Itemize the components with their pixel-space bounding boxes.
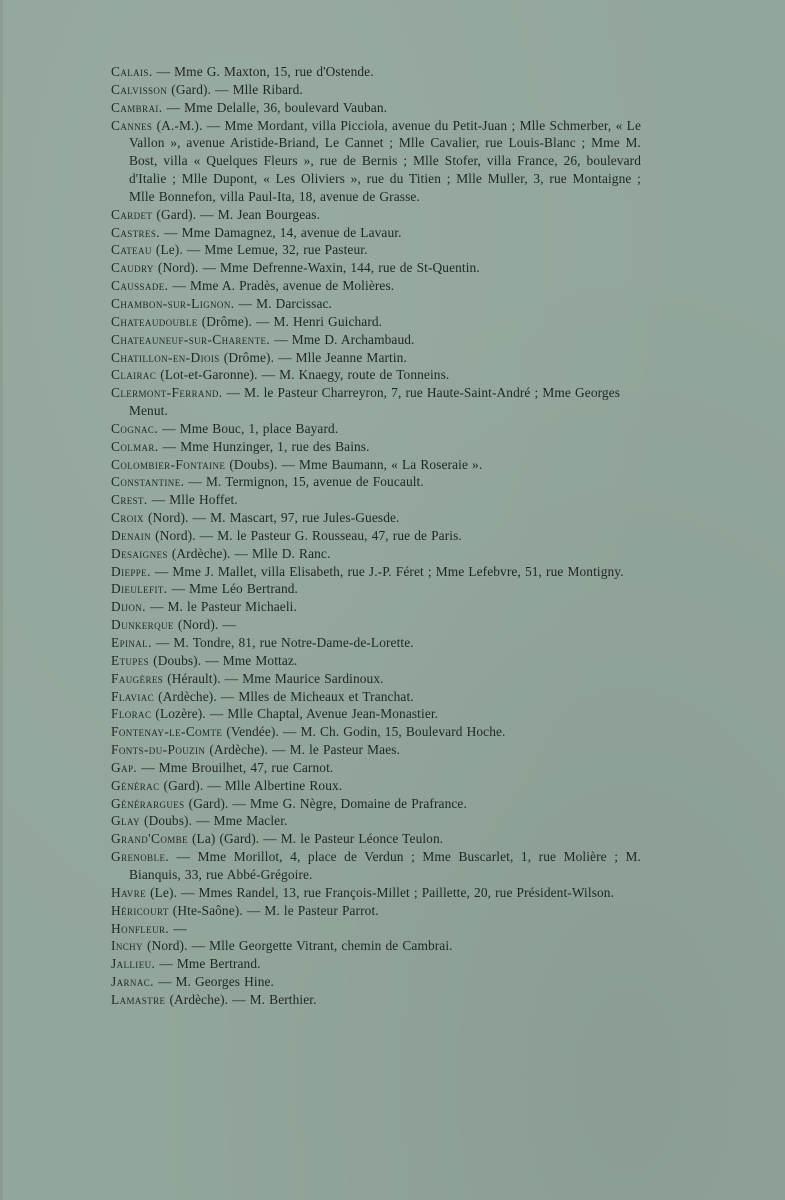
place-name: Grenoble.	[111, 849, 170, 865]
entry-details: — M. Termignon, 15, avenue de Foucault.	[188, 474, 424, 490]
entry-details: (Nord). —	[177, 617, 236, 633]
place-name: Florac	[111, 706, 152, 722]
entry-details: (Gard). — Mlle Ribard.	[171, 81, 303, 97]
list-item	[111, 937, 641, 955]
list-item	[111, 777, 641, 795]
place-name: Dieppe.	[111, 563, 151, 579]
entry-details: — Mlle Hoffet.	[151, 492, 238, 508]
list-item	[111, 366, 641, 384]
entry-details: — M. le Pasteur Michaeli.	[149, 599, 297, 615]
list-item	[111, 705, 641, 723]
list-item	[111, 741, 641, 759]
entry-details: (Nord). — Mme Defrenne-Waxin, 144, rue de St-Quentin.	[157, 260, 480, 276]
list-item	[111, 848, 641, 884]
place-name: Chatillon-en-Diois	[111, 349, 220, 365]
list-item	[111, 598, 641, 616]
place-name: Croix	[111, 510, 144, 526]
place-name: Cognac.	[111, 420, 159, 436]
place-name: Inchy	[111, 938, 143, 954]
place-name: Faugères	[111, 670, 164, 686]
place-name: Cateau	[111, 242, 152, 258]
place-name: Grand'Combe	[111, 831, 188, 847]
place-name: Chambon-sur-Lignon.	[111, 295, 235, 311]
entry-details: (Ardèche). — Mlles de Micheaux et Tranchat.	[158, 688, 414, 704]
entry-details: (Lozère). — Mlle Chaptal, Avenue Jean-Monastier.	[155, 706, 439, 722]
list-item	[111, 420, 641, 438]
list-item	[111, 81, 641, 99]
entry-details: (Le). — Mme Lemue, 32, rue Pasteur.	[155, 242, 368, 258]
place-name: Jallieu.	[111, 956, 156, 972]
place-name: Flaviac	[111, 688, 155, 704]
place-name: Dunkerque	[111, 617, 174, 633]
entry-details: — Mme Damagnez, 14, avenue de Lavaur.	[164, 224, 402, 240]
place-name: Honfleur.	[111, 920, 170, 936]
list-item	[111, 759, 641, 777]
list-item	[111, 331, 641, 349]
place-name: Cannes	[111, 117, 153, 133]
list-item	[111, 224, 641, 242]
list-item	[111, 634, 641, 652]
list-item	[111, 491, 641, 509]
place-name: Havre	[111, 884, 147, 900]
place-name: Calais.	[111, 64, 153, 79]
entry-details: — M. Tondre, 81, rue Notre-Dame-de-Lorette.	[155, 635, 414, 650]
list-item	[111, 795, 641, 813]
entry-details: — M. Darcissac.	[238, 295, 332, 311]
entry-details: (Lot-et-Garonne). — M. Knaegy, route de Tonneins.	[160, 367, 450, 383]
entry-details: (Nord). — M. le Pasteur G. Rousseau, 47, rue de Paris.	[155, 527, 462, 543]
address-list	[111, 63, 641, 1009]
list-item	[111, 830, 641, 848]
place-name: Constantine.	[111, 474, 185, 490]
entry-details: (Doubs). — Mme Mottaz.	[153, 652, 298, 668]
place-name: Chateaudouble	[111, 313, 198, 329]
place-name: Cardet	[111, 206, 153, 222]
list-item	[111, 456, 641, 474]
place-name: Fonts-du-Pouzin	[111, 742, 206, 758]
entry-details: (La) (Gard). — M. le Pasteur Léonce Teulon.	[191, 831, 444, 847]
list-item	[111, 563, 641, 581]
list-item	[111, 509, 641, 527]
list-item	[111, 973, 641, 991]
entry-details: (Ardèche). — Mlle D. Ranc.	[171, 545, 331, 561]
list-item	[111, 99, 641, 117]
place-name: Lamastre	[111, 991, 166, 1007]
entry-details: — Mme Brouilhet, 47, rue Carnot.	[141, 759, 334, 775]
list-item	[111, 527, 641, 545]
place-name: Dieulefit.	[111, 581, 168, 597]
entry-details: (Hte-Saône). — M. le Pasteur Parrot.	[172, 902, 379, 918]
list-item	[111, 117, 641, 206]
list-item	[111, 670, 641, 688]
place-name: Héricourt	[111, 902, 169, 918]
place-name: Epinal.	[111, 635, 152, 650]
entry-details: (Doubs). — Mme Macler.	[144, 813, 288, 829]
place-name: Caudry	[111, 260, 154, 276]
list-item	[111, 580, 641, 598]
entry-details: — Mme Morillot, 4, place de Verdun ; Mme Buscarlet, 1, rue Molière ; M. Bianquis, 33, rue Abbé-Grégoire.	[129, 849, 641, 882]
list-item	[111, 295, 641, 313]
entry-details: — Mme Léo Bertrand.	[171, 581, 298, 597]
list-item	[111, 920, 641, 938]
entry-details: (Drôme). — M. Henri Guichard.	[201, 313, 383, 329]
entry-details: (Gard). — Mlle Albertine Roux.	[163, 777, 343, 793]
list-item	[111, 688, 641, 706]
place-name: Cambrai.	[111, 99, 163, 115]
place-name: Etupes	[111, 652, 150, 668]
entry-details: — M. Georges Hine.	[157, 974, 274, 990]
place-name: Générargues	[111, 795, 185, 811]
place-name: Colmar.	[111, 438, 159, 454]
entry-details: (Le). — Mmes Randel, 13, rue François-Millet ; Paillette, 20, rue Président-Wilson.	[150, 884, 615, 900]
place-name: Dijon.	[111, 599, 146, 615]
list-item	[111, 545, 641, 563]
place-name: Castres.	[111, 224, 160, 240]
entry-details: (Drôme). — Mlle Jeanne Martin.	[223, 349, 407, 365]
entry-details: — M. le Pasteur Charreyron, 7, rue Haute-Saint-André ; Mme Georges Menut.	[129, 385, 621, 419]
list-item	[111, 384, 641, 420]
list-item	[111, 277, 641, 295]
place-name: Clermont-Ferrand.	[111, 385, 223, 401]
list-item	[111, 349, 641, 367]
list-item	[111, 473, 641, 491]
entry-details: —	[173, 920, 187, 936]
list-item	[111, 884, 641, 902]
list-item	[111, 812, 641, 830]
list-item	[111, 902, 641, 920]
entry-details: — Mme G. Maxton, 15, rue d'Ostende.	[156, 64, 374, 79]
entry-details: — Mme D. Archambaud.	[274, 331, 415, 347]
entry-details: — Mme Bouc, 1, place Bayard.	[162, 420, 339, 436]
entry-details: (A.-M.). — Mme Mordant, villa Picciola, avenue du Petit-Juan ; Mlle Schmerber, « Le Vallon », avenue Aristide-Briand, Le Cannet ; Mlle Cavalier, rue Louis-Blanc ; Mme M. Bost, villa « Quelques Fleurs », rue de Bernis ; Mlle Stofer, villa France, 26, boulevard d'Italie ; Mlle Dupont, « Les Oliviers », rue du Titien ; Mlle Muller, 3, rue Montaigne ; Mlle Bonnefon, villa Paul-Ita, 18, avenue de Grasse.	[129, 117, 641, 204]
place-name: Jarnac.	[111, 974, 154, 990]
entry-details: — Mme J. Mallet, villa Elisabeth, rue J.-P. Féret ; Mme Lefebvre, 51, rue Montigny.	[154, 563, 624, 579]
place-name: Denain	[111, 527, 152, 543]
entry-details: (Hérault). — Mme Maurice Sardinoux.	[167, 670, 384, 686]
place-name: Desaignes	[111, 545, 168, 561]
entry-details: (Gard). — M. Jean Bourgeas.	[156, 206, 321, 222]
entry-details: (Nord). — M. Mascart, 97, rue Jules-Guesde.	[148, 510, 400, 526]
place-name: Clairac	[111, 367, 157, 383]
entry-details: — Mme Bertrand.	[159, 956, 261, 972]
place-name: Caussade.	[111, 278, 169, 294]
entry-details: (Vendée). — M. Ch. Godin, 15, Boulevard Hoche.	[226, 724, 506, 740]
list-item	[111, 955, 641, 973]
entry-details: — Mme A. Pradès, avenue de Molières.	[172, 278, 395, 294]
entry-details: — Mme Delalle, 36, boulevard Vauban.	[166, 99, 388, 115]
place-name: Chateauneuf-sur-Charente.	[111, 331, 271, 347]
list-item	[111, 63, 641, 81]
place-name: Calvisson	[111, 81, 168, 97]
entry-details: (Ardèche). — M. le Pasteur Maes.	[209, 742, 401, 758]
list-item	[111, 241, 641, 259]
entry-details: (Gard). — Mme G. Nègre, Domaine de Prafrance.	[188, 795, 467, 811]
place-name: Fontenay-le-Comte	[111, 724, 223, 740]
list-item	[111, 438, 641, 456]
place-name: Générac	[111, 777, 160, 793]
list-item	[111, 206, 641, 224]
entry-details: (Nord). — Mlle Georgette Vitrant, chemin de Cambrai.	[147, 938, 453, 954]
entry-details: — Mme Hunzinger, 1, rue des Bains.	[162, 438, 370, 454]
list-item	[111, 616, 641, 634]
entry-details: (Ardèche). — M. Berthier.	[169, 991, 317, 1007]
place-name: Crest.	[111, 492, 148, 508]
place-name: Colombier-Fontaine	[111, 456, 226, 472]
place-name: Gap.	[111, 759, 138, 775]
list-item	[111, 723, 641, 741]
list-item	[111, 313, 641, 331]
list-item	[111, 259, 641, 277]
list-item	[111, 652, 641, 670]
place-name: Glay	[111, 813, 140, 829]
list-item	[111, 991, 641, 1009]
entry-details: (Doubs). — Mme Baumann, « La Roseraie ».	[229, 456, 483, 472]
